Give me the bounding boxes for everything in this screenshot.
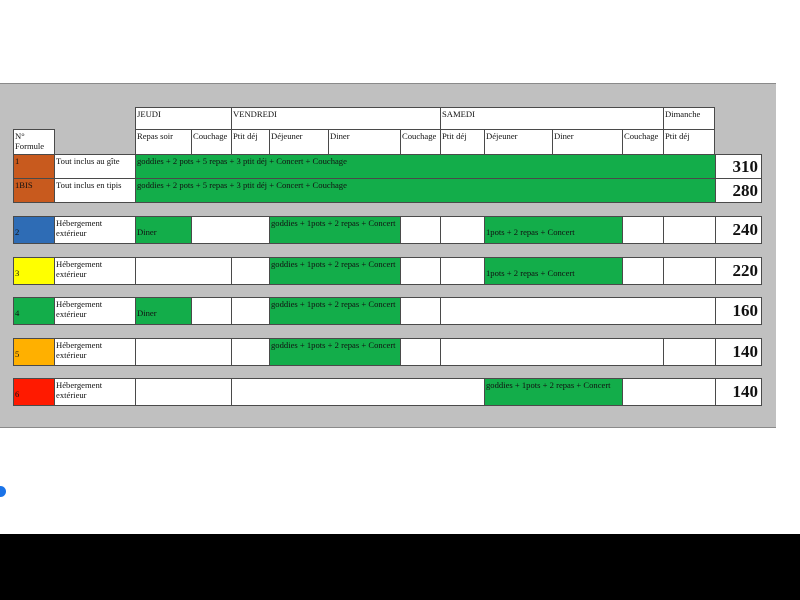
day-header-samedi: SAMEDI	[440, 107, 664, 130]
bottom-black-bar	[0, 534, 800, 600]
empty-cell	[400, 297, 441, 325]
day-header-dimanche: Dimanche	[663, 107, 715, 130]
blue-dot-marker	[0, 486, 6, 497]
included-block: goddies + 1pots + 2 repas + Concert	[269, 297, 401, 325]
spreadsheet-area	[0, 83, 776, 428]
empty-cell	[231, 297, 270, 325]
empty-cell	[622, 257, 664, 285]
slot-header-cell: Couchage	[400, 129, 441, 155]
slot-header-cell: Déjeuner	[484, 129, 553, 155]
empty-cell	[135, 257, 232, 285]
included-block: goddies + 2 pots + 5 repas + 3 ptit déj + Concert + Couchage	[135, 154, 716, 179]
formule-price: 160	[715, 297, 762, 325]
day-header-vendredi: VENDREDI	[231, 107, 441, 130]
slot-header-cell: Diner	[552, 129, 623, 155]
empty-cell	[400, 338, 441, 366]
formule-price: 140	[715, 338, 762, 366]
formule-price: 220	[715, 257, 762, 285]
empty-cell	[191, 297, 232, 325]
slot-header-cell: Repas soir	[135, 129, 192, 155]
formule-name: Hébergement extérieur	[54, 378, 136, 406]
formule-color-swatch: 4	[13, 297, 55, 325]
formule-price: 310	[715, 154, 762, 179]
slot-header-cell: Diner	[328, 129, 401, 155]
slot-header-cell: Couchage	[191, 129, 232, 155]
formule-name: Hébergement extérieur	[54, 338, 136, 366]
formule-number-header: N° Formule	[13, 129, 55, 155]
formule-price: 240	[715, 216, 762, 244]
empty-cell	[135, 338, 232, 366]
formule-color-swatch: 6	[13, 378, 55, 406]
slot-header-cell: Ptit déj	[231, 129, 270, 155]
empty-cell	[440, 257, 485, 285]
empty-cell	[663, 257, 716, 285]
formule-color-swatch: 1	[13, 154, 55, 179]
slot-header-cell: Ptit déj	[663, 129, 715, 155]
empty-cell	[231, 338, 270, 366]
formule-name: Hébergement extérieur	[54, 216, 136, 244]
formule-color-swatch: 3	[13, 257, 55, 285]
included-block: Diner	[135, 297, 192, 325]
empty-cell	[440, 297, 716, 325]
empty-cell	[663, 216, 716, 244]
day-header-jeudi: JEUDI	[135, 107, 232, 130]
slot-header-cell: Déjeuner	[269, 129, 329, 155]
formule-name: Tout inclus au gîte	[54, 154, 136, 179]
slot-header-cell: Ptit déj	[440, 129, 485, 155]
included-block: Diner	[135, 216, 192, 244]
formule-name: Hébergement extérieur	[54, 297, 136, 325]
empty-cell	[622, 216, 664, 244]
formule-color-swatch: 2	[13, 216, 55, 244]
formule-name: Tout inclus en tipis	[54, 178, 136, 203]
formule-price: 140	[715, 378, 762, 406]
empty-cell	[622, 378, 716, 406]
empty-cell	[135, 378, 232, 406]
empty-cell	[663, 338, 716, 366]
included-block: goddies + 1pots + 2 repas + Concert	[269, 257, 401, 285]
included-block: 1pots + 2 repas + Concert	[484, 216, 623, 244]
formule-name: Hébergement extérieur	[54, 257, 136, 285]
included-block: 1pots + 2 repas + Concert	[484, 257, 623, 285]
formule-color-swatch: 1BIS	[13, 178, 55, 203]
formule-price: 280	[715, 178, 762, 203]
empty-cell	[400, 216, 441, 244]
empty-cell	[440, 216, 485, 244]
included-block: goddies + 1pots + 2 repas + Concert	[269, 216, 401, 244]
formule-color-swatch: 5	[13, 338, 55, 366]
included-block: goddies + 1pots + 2 repas + Concert	[484, 378, 623, 406]
empty-cell	[231, 378, 485, 406]
empty-cell	[440, 338, 664, 366]
empty-cell	[400, 257, 441, 285]
included-block: goddies + 2 pots + 5 repas + 3 ptit déj + Concert + Couchage	[135, 178, 716, 203]
empty-cell	[191, 216, 270, 244]
empty-cell	[231, 257, 270, 285]
included-block: goddies + 1pots + 2 repas + Concert	[269, 338, 401, 366]
slot-header-cell: Couchage	[622, 129, 664, 155]
